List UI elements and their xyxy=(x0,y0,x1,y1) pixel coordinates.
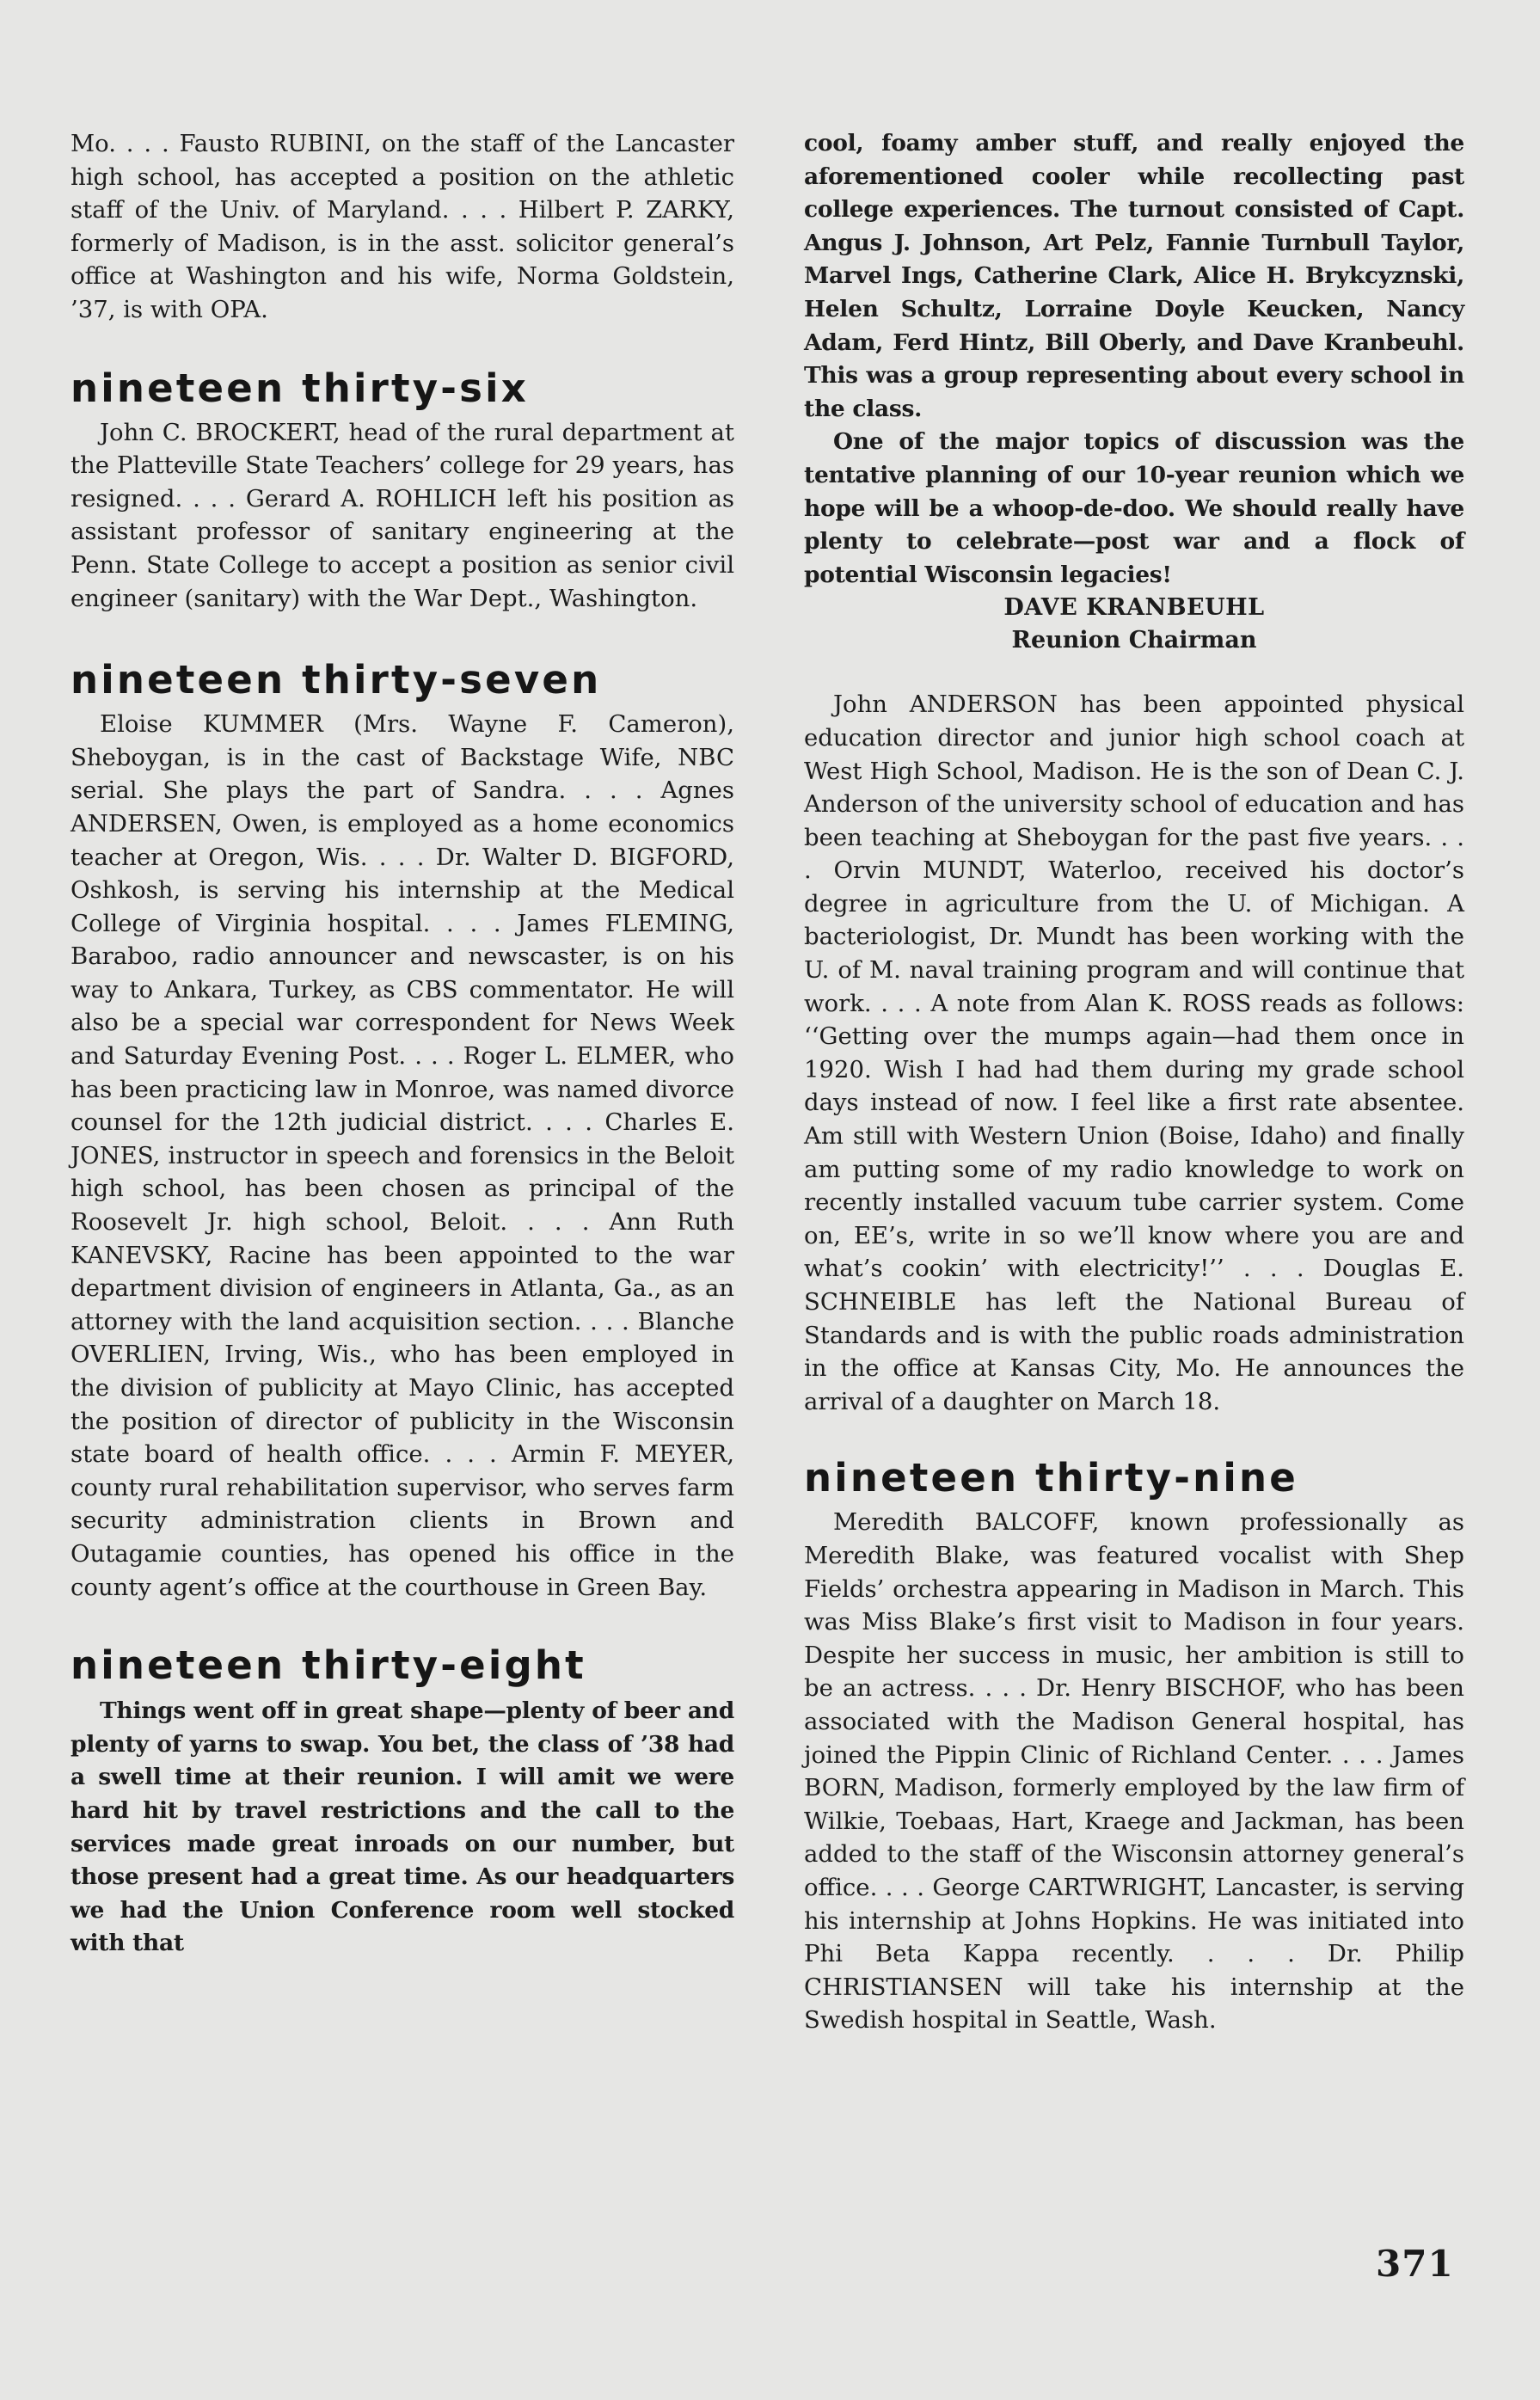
continued-paragraph: Mo. . . . Fausto RUBINI, on the staff of the Lancaster high school, has accepted a position on the athletic staff of the Univ. of Maryland. . . . Hilbert P. ZARKY, formerly of Madison, is in the asst. solicitor general’s office at Washington and his wife, Norma Goldstein, ’37, is with OPA. xyxy=(71,130,734,323)
paragraph-1938-discussion: One of the major topics of discussion was the tentative planning of our 10-year reunion which we hope will be a whoop-de-doo. We should really have plenty to celebrate—post war and a flock of potential Wisconsin legacies! xyxy=(804,428,1464,588)
page-number: 371 xyxy=(1376,2243,1454,2285)
heading-1936: nineteen thirty-six xyxy=(71,365,529,411)
paragraph-1938: Things went off in great shape—plenty of beer and plenty of yarns to swap. You bet, the class of ’38 had a swell time at their reunion. I will amit we were hard hit by travel restrictions and the call to the services made great inroads on our number, but those present had a great time. As our headquarters we had the Union Conference room well stocked with that xyxy=(71,1697,734,1957)
signature-block xyxy=(804,592,1464,657)
heading-1937: nineteen thirty-seven xyxy=(71,657,602,703)
heading-1938: nineteen thirty-eight xyxy=(71,1642,586,1689)
left-column xyxy=(71,127,734,1961)
paragraph-anderson: John ANDERSON has been appointed physical education director and junior high school coach at West High School, Madison. He is the son of Dean C. J. Anderson of the university school of education and has been teaching at Sheboygan for the past five years. . . . Orvin MUNDT, Waterloo, received his doctor’s degree in agriculture from the U. of Michigan. A bacteriologist, Dr. Mundt has been working with the U. of M. naval training program and will continue that work. . . . A note from Alan K. ROSS reads as follows: ‘‘Getting over the mumps again—had them once in 1920. Wish I had had them during my grade school days instead of now. I feel like a first rate absentee. Am still with Western Union (Boise, Idaho) and finally am putting some of my radio knowledge to work on recently installed vacuum tube carrier system. Come on, EE’s, write in so we’ll know where you are and what’s cookin’ with electricity!’’ . . . Douglas E. SCHNEIBLE has left the National Bureau of Standards and is with the public roads administration in the office at Kansas City, Mo. He announces the arrival of a daughter on March 18. xyxy=(804,691,1464,1415)
paragraph-1936: John C. BROCKERT, head of the rural department at the Platteville State Teachers’ college for 29 years, has resigned. . . . Gerard A. ROHLICH left his position as assistant professor of sanitary engineering at the Penn. State College to accept a position as senior civil engineer (sanitary) with the War Dept., Washington. xyxy=(71,418,734,612)
signature-title: Reunion Chairman xyxy=(1011,627,1257,654)
right-column xyxy=(804,127,1464,2037)
paragraph-1938-continued: cool, foamy amber stuff, and really enjoyed the aforementioned cooler while recollecting past college experiences. The turnout consisted of Capt. Angus J. Johnson, Art Pelz, Fannie Turnbull Taylor, Marvel Ings, Catherine Clark, Alice H. Brykcyznski, Helen Schultz, Lorraine Doyle Keucken, Nancy Adam, Ferd Hintz, Bill Oberly, and Dave Kranbeuhl. This was a group representing about every school in the class. xyxy=(804,130,1464,422)
heading-1939: nineteen thirty-nine xyxy=(804,1455,1298,1501)
signature-name: DAVE KRANBEUHL xyxy=(1003,594,1265,622)
paragraph-1937: Eloise KUMMER (Mrs. Wayne F. Cameron), Sheboygan, is in the cast of Backstage Wife, NBC serial. She plays the part of Sandra. . . . Agnes ANDERSEN, Owen, is employed as a home economics teacher at Oregon, Wis. . . . Dr. Walter D. BIGFORD, Oshkosh, is serving his internship at the Medical College of Virginia hospital. . . . James FLEMING, Baraboo, radio announcer and newscaster, is on his way to Ankara, Turkey, as CBS commentator. He will also be a special war correspondent for News Week and Saturday Evening Post. . . . Roger L. ELMER, who has been practicing law in Monroe, was named divorce counsel for the 12th judicial district. . . . Charles E. JONES, instructor in speech and forensics in the Beloit high school, has been chosen as principal of the Roosevelt Jr. high school, Beloit. . . . Ann Ruth KANEVSKY, Racine has been appointed to the war department division of engineers in Atlanta, Ga., as an attorney with the land acquisition section. . . . Blanche OVERLIEN, Irving, Wis., who has been employed in the division of publicity at Mayo Clinic, has accepted the position of director of publicity in the Wisconsin state board of health office. . . . Armin F. MEYER, county rural rehabilitation supervisor, who serves farm security administration clients in Brown and Outagamie counties, has opened his office in the county agent’s office at the courthouse in Green Bay. xyxy=(71,710,734,1601)
paragraph-1939: Meredith BALCOFF, known professionally as Meredith Blake, was featured vocalist with Shep Fields’ orchestra appearing in Madison in March. This was Miss Blake’s first visit to Madison in four years. Despite her success in music, her ambition is still to be an actress. . . . Dr. Henry BISCHOF, who has been associated with the Madison General hospital, has joined the Pippin Clinic of Richland Center. . . . James BORN, Madison, formerly employed by the law firm of Wilkie, Toebaas, Hart, Kraege and Jackman, has been added to the staff of the Wisconsin attorney general’s office. . . . George CARTWRIGHT, Lancaster, is serving his internship at Johns Hopkins. He was initiated into Phi Beta Kappa recently. . . . Dr. Philip CHRISTIANSEN will take his internship at the Swedish hospital in Seattle, Wash. xyxy=(804,1508,1464,2035)
